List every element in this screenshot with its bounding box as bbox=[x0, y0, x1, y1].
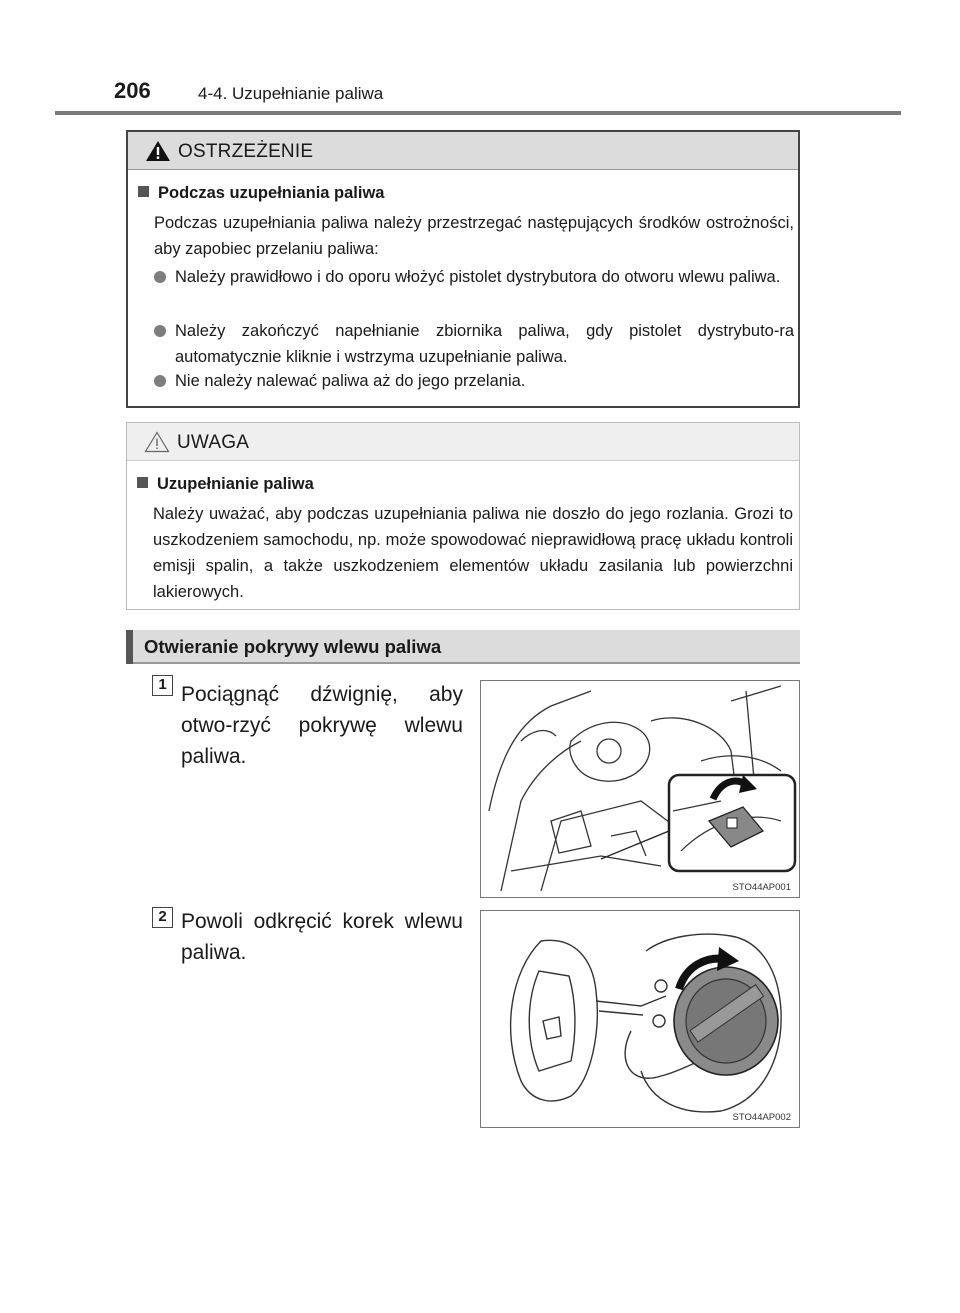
illustration-fuel-door-lever bbox=[480, 680, 800, 898]
step-text: Powoli odkręcić korek wlewu paliwa. bbox=[181, 910, 463, 964]
step-number: 2 bbox=[152, 907, 173, 928]
warning-bullet: Nie należy nalewać paliwa aż do jego przelania. bbox=[154, 368, 794, 394]
round-bullet-icon bbox=[154, 375, 166, 387]
round-bullet-icon bbox=[154, 271, 166, 283]
section-heading bbox=[126, 630, 800, 664]
warning-title: OSTRZEŻENIE bbox=[178, 141, 314, 162]
car-interior-lever-drawing bbox=[481, 681, 800, 898]
illustration-fuel-cap bbox=[480, 910, 800, 1128]
caution-subheading: Uzupełnianie paliwa bbox=[137, 475, 314, 494]
caution-title: UWAGA bbox=[177, 432, 250, 453]
warning-triangle-icon bbox=[145, 140, 171, 162]
caution-header bbox=[127, 423, 799, 461]
section-accent bbox=[126, 630, 133, 664]
header-divider bbox=[55, 111, 901, 115]
warning-subheading: Podczas uzupełniania paliwa bbox=[138, 184, 384, 203]
caution-box bbox=[126, 422, 800, 610]
warning-intro: Podczas uzupełniania paliwa należy przestrzegać następujących środków ostrożności, aby zapobiec przelaniu paliwa: bbox=[154, 214, 794, 258]
square-bullet-icon bbox=[137, 477, 148, 488]
warning-bullet: Należy prawidłowo i do oporu włożyć pistolet dystrybutora do otworu wlewu paliwa. bbox=[154, 264, 794, 290]
fuel-cap-drawing bbox=[481, 911, 800, 1128]
image-code: STO44AP001 bbox=[732, 882, 791, 893]
warning-header bbox=[128, 132, 798, 170]
caution-text: Należy uważać, aby podczas uzupełniania paliwa nie doszło do jego rozlania. Grozi to uszkodzeniem samochodu, np. może spowodować nieprawidłową pracę układu kontroli emisji spalin, a także uszkodzeniem elementów układu zasilania lub powierzchni lakierowych. bbox=[153, 505, 793, 601]
square-bullet-icon bbox=[138, 186, 149, 197]
step-number: 1 bbox=[152, 675, 173, 696]
page-header bbox=[0, 76, 960, 116]
round-bullet-icon bbox=[154, 325, 166, 337]
step-text: Pociągnąć dźwignię, aby otwo-rzyć pokrywę wlewu paliwa. bbox=[181, 683, 463, 768]
caution-triangle-icon bbox=[144, 431, 170, 453]
image-code: STO44AP002 bbox=[732, 1112, 791, 1123]
section-title: Otwieranie pokrywy wlewu paliwa bbox=[144, 636, 442, 657]
chapter-title: 4-4. Uzupełnianie paliwa bbox=[198, 84, 384, 103]
warning-bullet: Należy zakończyć napełnianie zbiornika paliwa, gdy pistolet dystrybuto-ra automatycznie kliknie i wstrzyma uzupełnianie paliwa. bbox=[154, 318, 794, 370]
page-number: 206 bbox=[114, 78, 151, 103]
warning-box bbox=[126, 130, 800, 408]
